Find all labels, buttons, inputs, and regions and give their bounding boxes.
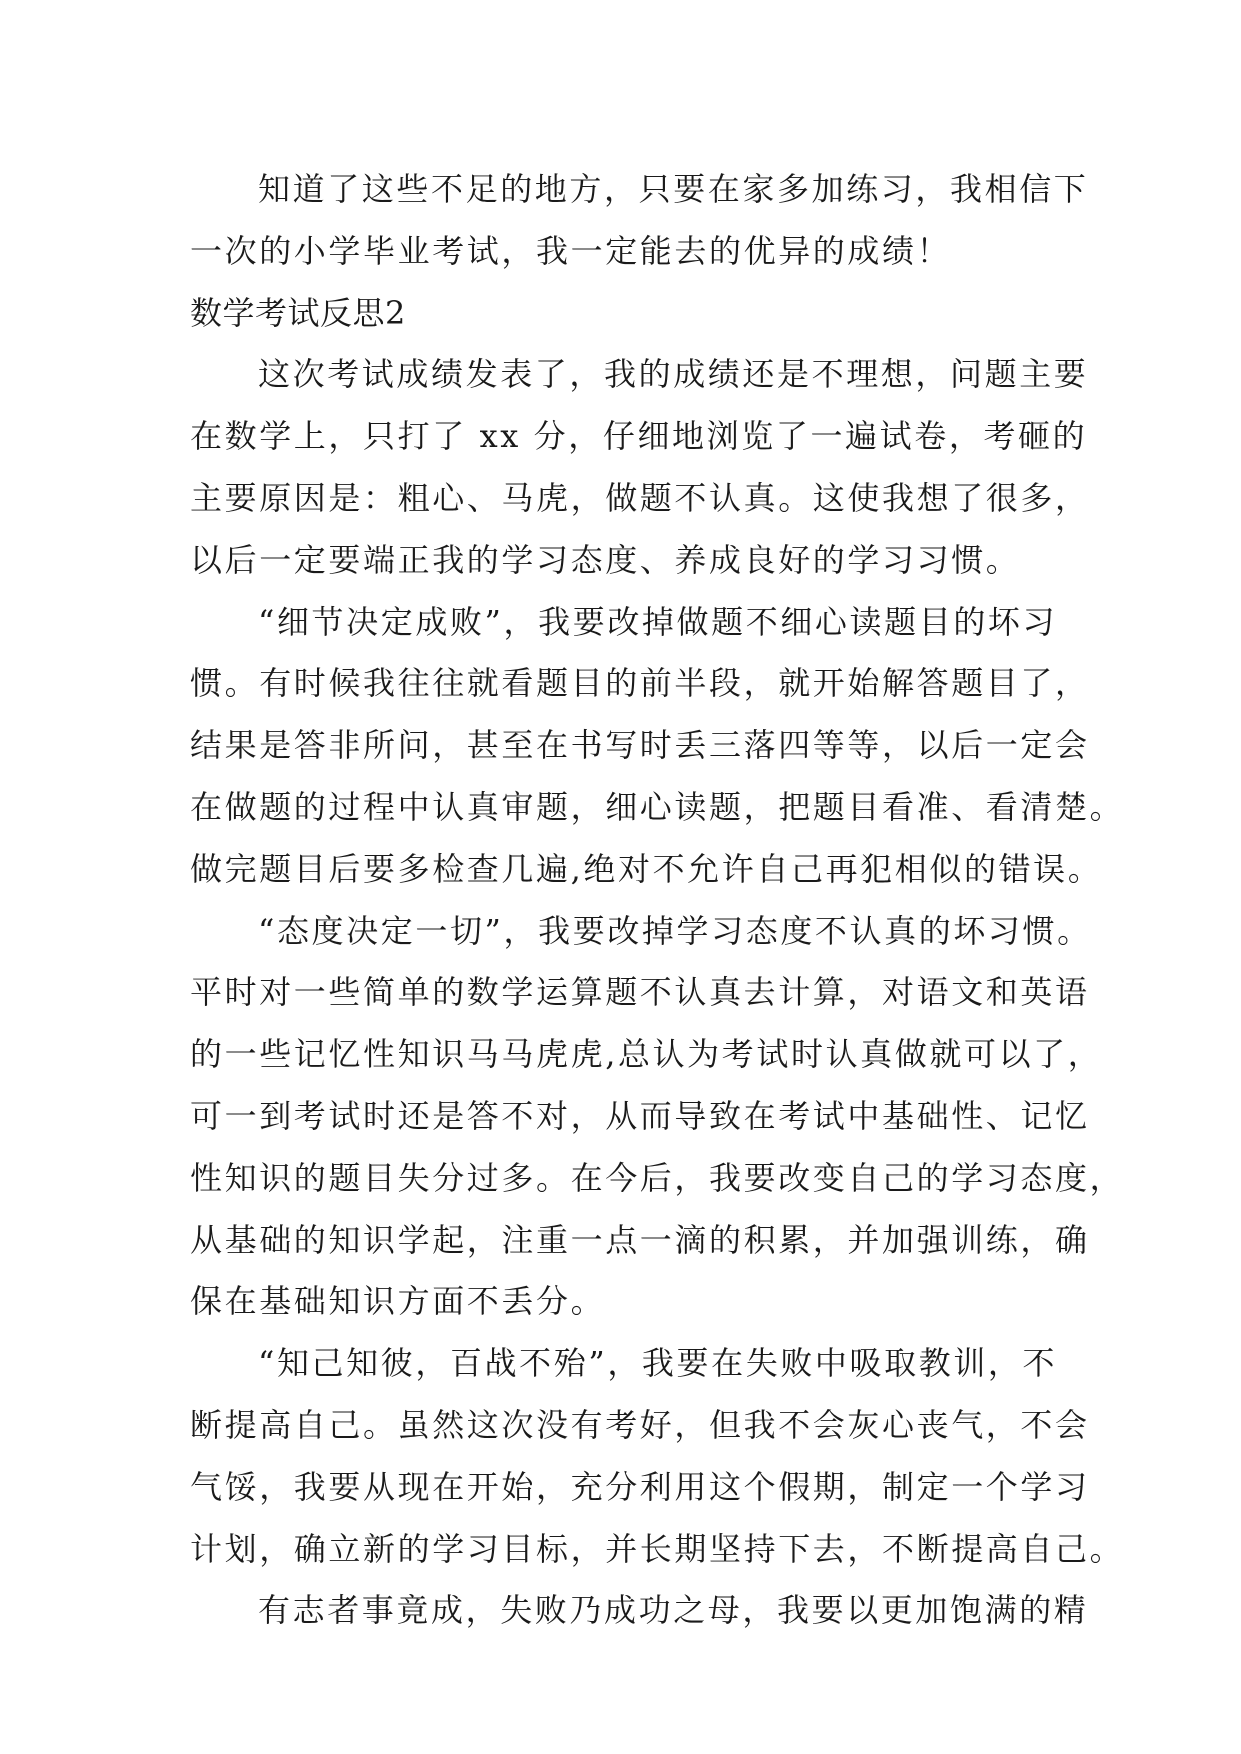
paragraph-line: 主要原因是：粗心、马虎，做题不认真。这使我想了很多， (190, 478, 1090, 517)
paragraph-line: “态度决定一切”，我要改掉学习态度不认真的坏习惯。 (258, 911, 1092, 950)
paragraph-line: 性知识的题目失分过多。在今后，我要改变自己的学习态度， (190, 1158, 1125, 1197)
paragraph-line: 做完题目后要多检查几遍,绝对不允许自己再犯相似的错误。 (190, 849, 1103, 888)
paragraph-line: “细节决定成败”，我要改掉做题不细心读题目的坏习 (258, 602, 1058, 641)
paragraph-line: 有志者事竟成，失败乃成功之母，我要以更加饱满的精 (258, 1591, 1089, 1630)
paragraph-line: “知己知彼，百战不殆”，我要在失败中吸取教训，不 (258, 1344, 1058, 1383)
paragraph-line: 计划，确立新的学习目标，并长期坚持下去，不断提高自己。 (190, 1529, 1125, 1568)
paragraph-line: 以后一定要端正我的学习态度、养成良好的学习习惯。 (190, 540, 1021, 579)
paragraph-line: 断提高自己。虽然这次没有考好，但我不会灰心丧气，不会 (190, 1405, 1090, 1444)
paragraph-line: 的一些记忆性知识马马虎虎,总认为考试时认真做就可以了， (190, 1035, 1103, 1074)
paragraph-line: 一次的小学毕业考试，我一定能去的优异的成绩！ (190, 231, 952, 270)
section-heading: 数学考试反思2 (190, 293, 406, 332)
paragraph-line: 知道了这些不足的地方，只要在家多加练习，我相信下 (258, 170, 1089, 208)
document-body (190, 159, 1125, 1642)
paragraph-line: 在做题的过程中认真审题，细心读题，把题目看准、看清楚。 (190, 787, 1125, 826)
paragraph-line: 可一到考试时还是答不对，从而导致在考试中基础性、记忆 (190, 1096, 1090, 1135)
paragraph-line: 惯。有时候我往往就看题目的前半段，就开始解答题目了， (190, 664, 1090, 703)
paragraph-line: 结果是答非所问，甚至在书写时丢三落四等等，以后一定会 (190, 726, 1090, 765)
paragraph-line: 从基础的知识学起，注重一点一滴的积累，并加强训练，确 (190, 1220, 1090, 1259)
paragraph-line: 这次考试成绩发表了，我的成绩还是不理想，问题主要 (258, 355, 1089, 394)
paragraph-line: 平时对一些简单的数学运算题不认真去计算，对语文和英语 (190, 973, 1090, 1012)
paragraph-line: 在数学上，只打了 xx 分，仔细地浏览了一遍试卷，考砸的 (190, 417, 1088, 456)
paragraph-line: 气馁，我要从现在开始，充分利用这个假期，制定一个学习 (190, 1467, 1090, 1506)
paragraph-line: 保在基础知识方面不丢分。 (190, 1282, 606, 1321)
